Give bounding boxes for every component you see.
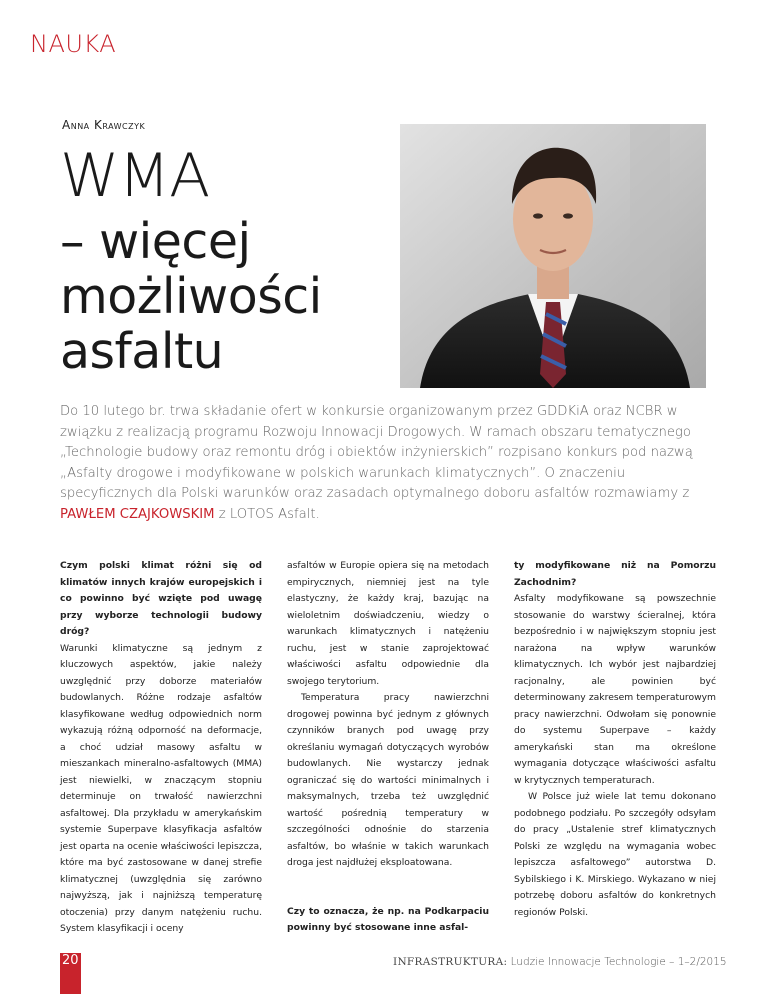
- lead-text-end: z LOTOS Asfalt.: [218, 506, 320, 522]
- magazine-name: INFRASTRUKTURA:: [393, 956, 508, 968]
- answer-paragraph: asfaltów w Europie opiera się na metodach empirycznych, niemniej jest na tyle elastyczny, że każdy kraj, bazując na wieloletnim doświadczeniu, wiedzy o warunkach klimatycznych i natężeniu ruchu, jest w stanie zaprojektować właściwości asfaltu odpowiednie dla swojego terytorium.: [287, 560, 489, 687]
- column-1: [60, 558, 262, 934]
- magazine-issue: Ludzie Innowacje Technologie – 1–2/2015: [510, 956, 727, 968]
- article-body: [60, 558, 716, 934]
- interview-answer: Warunki klimatyczne są jednym z kluczowych aspektów, jakie należy uwzględnić przy doborze materiałów budowlanych. Różne rodzaje asfaltów klasyfikowane według odpowiednich norm wykazują różną odporność na deformacje, a choć udział masowy asfaltu w mieszankach mineralno-asfaltowych (MMA) jest niewielki, w znaczącym stopniu determinuje on trwałość nawierzchni asfaltowej. Dla przykładu w amerykańskim systemie Superpave klasyfikacja asfaltów jest oparta na ocenie właściwości lepiszcza, które ma być zastosowane w danej strefie klimatycznej (uwzględnia się zarówno najwyższą, jak i najniższą temperaturę otoczenia) przy danym natężeniu ruchu. System klasyfikacji i oceny: [60, 642, 262, 934]
- column-3: [514, 558, 716, 918]
- answer-paragraph: Temperatura pracy nawierzchni drogowej powinna być jednym z głównych czynników branych pod uwagę przy określaniu wymagań dotyczących wyrobów budowlanych. Nie wystarczy jednak ograniczać się do wartości minimalnych i maksymalnych, trzeba też uwzględnić wartość pośrednią temperatury w szczególności odnośnie do starzenia asfaltów, bo właśnie w takich warunkach droga jest najdłużej eksploatowana.: [287, 692, 489, 868]
- interviewee-name: PAWŁEM CZAJKOWSKIM: [60, 506, 215, 522]
- page-number: 20: [62, 953, 79, 968]
- title-line-1: WMA: [60, 141, 210, 211]
- title-line-2: – więcej: [60, 213, 251, 270]
- portrait-illustration: [400, 124, 706, 388]
- interview-question: Czym polski klimat różni się od klimatów innych krajów europejskich i co powinno być wzięte pod uwagę przy wyborze technologii budowy dróg?: [60, 560, 262, 637]
- title-line-3: możliwości: [60, 268, 322, 325]
- article-lead: [60, 402, 700, 525]
- interview-question: ty modyfikowane niż na Pomorzu Zachodnim?: [514, 560, 716, 588]
- interview-question: Czy to oznacza, że np. na Podkarpaciu powinny być stosowane inne asfal-: [287, 905, 489, 933]
- answer-paragraph: Asfalty modyfikowane są powszechnie stosowanie do warstwy ścieralnej, która bezpośrednio i w największym stopniu jest narażona na wpływ warunków klimatycznych. Ich wybór jest najbardziej racjonalny, ale powinien być determinowany zakresem temperaturowym pracy nawierzchni. Odwołam się ponownie do systemu Superpave – każdy amerykański stan ma określone wymagania dotyczące właściwości asfaltu w krytycznych temperaturach.: [514, 593, 716, 786]
- running-footer: [393, 956, 727, 968]
- title-line-4: asfaltu: [60, 323, 224, 380]
- section-label: NAUKA: [30, 30, 117, 58]
- column-2: [287, 558, 489, 933]
- lead-text: Do 10 lutego br. trwa składanie ofert w konkursie organizowanym przez GDDKiA oraz NCBR w związku z realizacją programu Rozwoju Innowacji Drogowych. W ramach obszaru tematycznego „Technologie budowy oraz remontu dróg i obiektów inżynierskich” rozpisano konkurs pod nazwą „Asfalty drogowe i modyfikowane w polskich warunkach klimatycznych”. O znaczeniu specyficznych dla Polski warunków oraz zasadach optymalnego doboru asfaltów rozmawiamy z: [60, 404, 693, 501]
- article-title: [60, 138, 400, 379]
- author-portrait-photo: [400, 124, 706, 388]
- article-author: Anna Krawczyk: [62, 118, 146, 132]
- answer-paragraph: W Polsce już wiele lat temu dokonano podobnego podziału. Po szczegóły odsyłam do pracy „Ustalenie stref klimatycznych Polski ze względu na wymagania wobec lepiszcza asfaltowego” autorstwa D. Sybilskiego i K. Mirskiego. Wykazano w niej potrzebę doboru asfaltów do konkretnych regionów Polski.: [514, 791, 716, 918]
